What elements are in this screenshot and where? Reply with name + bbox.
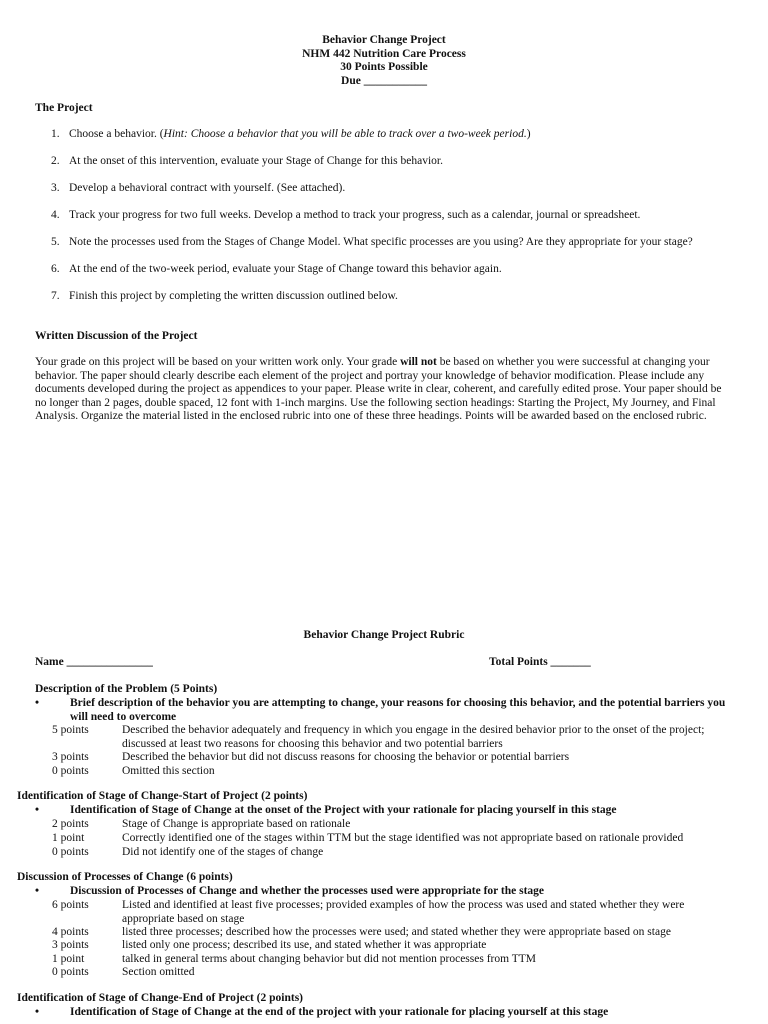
score-description: Described the behavior adequately and frequency in which you engage in the desired behavior prior to the onset of the project; discussed at least two reasons for choosing this behavior and two potential barriers <box>122 724 705 750</box>
step-item <box>35 236 735 263</box>
step-text: Develop a behavioral contract with yourself. (See attached). <box>69 182 346 194</box>
step-hint: Hint: Choose a behavior that you will be able to track over a two-week period. <box>163 128 527 140</box>
rubric-title: Behavior Change Project Rubric <box>303 629 465 641</box>
rubric-criterion <box>35 697 725 724</box>
score-description: talked in general terms about changing behavior but did not mention processes from TTM <box>122 953 537 965</box>
score-description: listed only one process; described its use, and stated whether it was appropriate <box>122 939 487 951</box>
bullet-icon: • <box>35 1006 40 1018</box>
project-steps <box>35 128 735 317</box>
bullet-icon: • <box>35 804 40 816</box>
score-points: 1 point <box>52 832 85 844</box>
score-description: Stage of Change is appropriate based on rationale <box>122 818 351 830</box>
step-number: 5. <box>51 236 60 248</box>
bullet-icon: • <box>35 885 40 897</box>
score-description: Omitted this section <box>122 765 215 777</box>
step-item <box>35 290 735 317</box>
step-number: 2. <box>51 155 60 167</box>
score-description: Correctly identified one of the stages within TTM but the stage identified was not appropriate based on rationale provided <box>122 832 684 844</box>
step-item <box>35 209 735 236</box>
score-points: 0 points <box>52 966 89 978</box>
points-possible: 30 Points Possible <box>340 61 428 73</box>
rubric-section-title: Identification of Stage of Change-Start of Project (2 points) <box>17 790 308 802</box>
paragraph-end: be based on whether you were successful at changing your behavior. The paper should clearly describe each element of the project and portray your knowledge of behavior modification. Please include any documents developed during the project as appendices to your paper. Please write in clear, coherent, and carefully edited prose. Your paper should be no longer than 2 pages, double spaced, 12 font with 1-inch margins. Use the following section headings: Starting the Project, My Journey, and Final Analysis. Organize the material listed in the enclosed rubric into one of these three headings. Points will be awarded based on the enclosed rubric. <box>35 356 722 422</box>
score-description: listed three processes; described how the processes were used; and stated whether they were appropriate based on stage <box>122 926 671 938</box>
bullet-icon: • <box>35 697 40 709</box>
step-text: Note the processes used from the Stages of Change Model. What specific processes are you using? Are they appropriate for your stage? <box>69 236 693 248</box>
document-title: Behavior Change Project <box>322 34 446 46</box>
due-line: Due ___________ <box>341 74 427 87</box>
score-description: Described the behavior but did not discuss reasons for choosing the behavior or potential barriers <box>122 751 570 763</box>
score-points: 0 points <box>52 765 89 777</box>
score-description: Did not identify one of the stages of change <box>122 846 324 858</box>
step-item <box>35 155 735 182</box>
score-points: 5 points <box>52 724 89 736</box>
step-text: At the onset of this intervention, evaluate your Stage of Change for this behavior. <box>69 155 443 167</box>
discussion-heading: Written Discussion of the Project <box>35 330 198 342</box>
criterion-text: Brief description of the behavior you are attempting to change, your reasons for choosing this behavior, and the potential barriers you will need to overcome <box>70 697 726 723</box>
score-description: Section omitted <box>122 966 195 978</box>
step-item <box>35 263 735 290</box>
paragraph-start: Your grade on this project will be based on your written work only. Your grade <box>35 356 401 368</box>
step-text: Finish this project by completing the written discussion outlined below. <box>69 290 398 302</box>
score-points: 4 points <box>52 926 89 938</box>
step-text-end: ) <box>526 128 531 140</box>
step-number: 4. <box>51 209 60 221</box>
score-description: Listed and identified at least five processes; provided examples of how the process was used and stated whether they were appropriate based on stage <box>122 899 685 925</box>
step-number: 6. <box>51 263 60 275</box>
step-text: Track your progress for two full weeks. Develop a method to track your progress, such as a calendar, journal or spreadsheet. <box>69 209 641 221</box>
rubric-section-title: Identification of Stage of Change-End of Project (2 points) <box>17 992 303 1004</box>
score-points: 3 points <box>52 751 89 763</box>
criterion-text: Discussion of Processes of Change and whether the processes used were appropriate for the stage <box>70 885 545 897</box>
project-heading: The Project <box>35 102 93 114</box>
rubric-section-title: Description of the Problem (5 Points) <box>35 683 218 695</box>
step-item <box>35 182 735 209</box>
rubric-criterion <box>35 1006 725 1020</box>
step-number: 1. <box>51 128 60 140</box>
score-points: 3 points <box>52 939 89 951</box>
step-text: At the end of the two-week period, evaluate your Stage of Change toward this behavior again. <box>69 263 502 275</box>
discussion-paragraph <box>35 356 735 424</box>
step-item <box>35 128 735 155</box>
score-points: 0 points <box>52 846 89 858</box>
name-field-label: Name _______________ <box>35 656 153 668</box>
course-name: NHM 442 Nutrition Care Process <box>302 47 466 60</box>
total-points-label: Total Points _______ <box>489 656 591 668</box>
step-number: 3. <box>51 182 60 194</box>
rubric-section-title: Discussion of Processes of Change (6 points) <box>17 871 233 883</box>
criterion-text: Identification of Stage of Change at the onset of the Project with your rationale for placing yourself in this stage <box>70 804 617 816</box>
step-text: Choose a behavior. ( <box>69 128 164 140</box>
paragraph-emphasis: will not <box>400 356 437 368</box>
score-points: 1 point <box>52 953 85 965</box>
criterion-text: Identification of Stage of Change at the end of the project with your rationale for placing yourself at this stage <box>70 1006 609 1018</box>
step-number: 7. <box>51 290 60 302</box>
score-points: 6 points <box>52 899 89 911</box>
document-header <box>0 34 768 88</box>
score-points: 2 points <box>52 818 89 830</box>
